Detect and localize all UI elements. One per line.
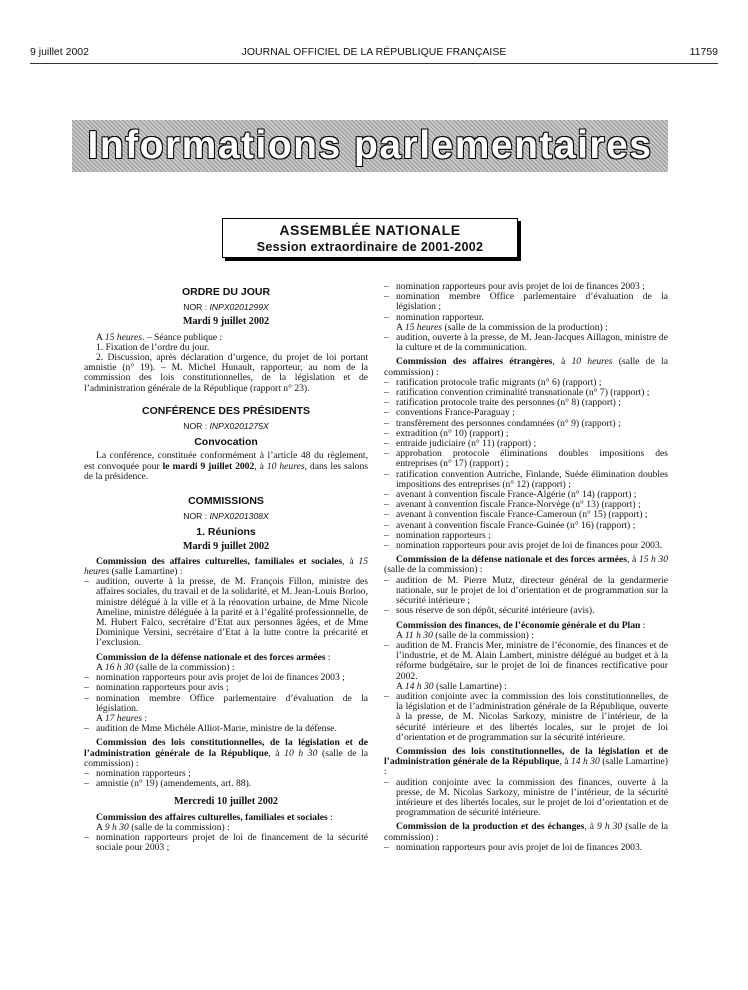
- header-date: 9 juillet 2002: [30, 46, 89, 58]
- commission-1: [84, 557, 368, 577]
- place: (salle de la commission) :: [384, 821, 668, 843]
- list-item: – audition conjointe avec la commission des finances, ouverte à la presse, de M. Nicolas Sarkozy, ministre de l’intérieur, de la sécurité intérieure et des libertés locales, sur le projet de loi d’orientation et de programmation de sécurité intérieure.: [384, 778, 668, 819]
- r1-list-2: [384, 333, 668, 353]
- ordre-title: ORDRE DU JOUR: [181, 286, 271, 298]
- c4-list: [84, 833, 368, 853]
- header-journal: JOURNAL OFFICIEL DE LA RÉPUBLIQUE FRANÇAISE: [241, 46, 507, 58]
- list-item: – ratification protocole traite des personnes (n° 8) (rapport) ;: [384, 398, 668, 408]
- conference-text: [84, 451, 368, 482]
- conf-text-bold: le mardi 9 juillet 2002: [162, 460, 255, 472]
- r2-list: [384, 378, 668, 551]
- conference-nor: [84, 421, 368, 431]
- a-label: A: [396, 680, 403, 692]
- ordre-time: 15 heures: [104, 331, 143, 343]
- sep: , à: [559, 756, 569, 768]
- list-item: – nomination rapporteurs pour avis projet de loi de finances 2003.: [384, 843, 668, 853]
- time: 10 heures: [571, 356, 613, 368]
- commission-r2: [384, 357, 668, 377]
- list-item: – avenant à convention fiscale France-Guinée (n° 16) (rapport) ;: [384, 521, 668, 531]
- place: (salle Lamartine) :: [384, 756, 668, 778]
- list-item: – approbation protocole éliminations doubles impositions des entreprises (n° 17) (rapport) ;: [384, 449, 668, 469]
- list-item: – nomination rapporteurs pour avis projet de loi de finances 2003 ;: [384, 282, 668, 292]
- nor-code: INPX0201299X: [209, 302, 269, 313]
- commission-r3: [384, 555, 668, 575]
- ordre-nor: [84, 302, 368, 312]
- time: 15 heures: [404, 321, 443, 333]
- r4-list: [384, 641, 668, 682]
- list-item: – audition de Mme Michèle Alliot-Marie, ministre de la défense.: [84, 724, 368, 734]
- reunions-title: 1. Réunions: [196, 526, 256, 539]
- list-item: – conventions France-Paraguay ;: [384, 408, 668, 418]
- r4-list-2: [384, 692, 668, 743]
- commission-name: Commission des affaires culturelles, familiales et sociales: [96, 811, 328, 823]
- time: 15 heures: [84, 555, 369, 578]
- time: 14 h 30: [404, 680, 434, 692]
- ordre-seance: A 15 heures. – Séance publique :: [96, 331, 223, 343]
- commission-name: Commission de la production et des échanges: [396, 821, 585, 833]
- ordre-item-1: 1. Fixation de l’ordre du jour.: [96, 341, 210, 353]
- commission-name: Commission de la défense nationale et des forces armées: [396, 554, 627, 566]
- commissions-title: COMMISSIONS: [188, 495, 264, 508]
- nor-label: NOR :: [183, 511, 208, 522]
- date-mercredi: Mercredi 10 juillet 2002: [173, 796, 279, 808]
- nor-code: INPX0201275X: [209, 421, 269, 432]
- ordre-date: Mardi 9 juillet 2002: [182, 316, 270, 328]
- list-item: – nomination rapporteurs pour avis projet de loi de finances 2003 ;: [84, 673, 368, 683]
- conf-text-c: , dans les salons de la présidence.: [84, 460, 368, 482]
- section-banner: [72, 120, 668, 172]
- ordre-seance-text: . – Séance publique :: [142, 331, 223, 343]
- nor-label: NOR :: [183, 302, 208, 313]
- place: (salle Lamartine) :: [436, 680, 507, 692]
- place: (salle de la commission) :: [136, 661, 235, 673]
- time: 17 heures: [104, 712, 143, 724]
- a-label: A: [96, 712, 103, 724]
- left-column: [84, 280, 368, 853]
- r5-list: [384, 778, 668, 819]
- list-item: – amnistie (n° 19) (amendements, art. 88).: [84, 779, 368, 789]
- assembly-session: Session extraordinaire de 2001-2002: [256, 240, 484, 254]
- time: 11 h 30: [404, 629, 433, 641]
- conference-sub: Convocation: [194, 436, 258, 449]
- r6-list: [384, 843, 668, 853]
- place: (salle de la commission) :: [84, 747, 369, 769]
- place: (salle de la commission) :: [384, 564, 483, 576]
- r1-list: [384, 282, 668, 323]
- place: (salle Lamartine) :: [111, 566, 183, 578]
- time: 9 h 30: [104, 821, 129, 833]
- time: 9 h 30: [597, 821, 623, 833]
- list-item: – nomination rapporteurs ;: [84, 769, 368, 779]
- list-item: – nomination rapporteurs pour avis projet de loi de finances pour 2003.: [384, 541, 668, 551]
- time: 15 h 30: [638, 554, 668, 566]
- nor-code: INPX0201308X: [209, 511, 269, 522]
- a-label: A: [96, 821, 103, 833]
- a-label: A: [396, 321, 403, 333]
- assembly-title: ASSEMBLÉE NATIONALE: [279, 222, 461, 238]
- list-item: – entraide judiciaire (n° 11) (rapport) ;: [384, 439, 668, 449]
- commission-name: Commission des lois constitutionnelles, de la législation et de l’administration générale de la République: [384, 745, 668, 768]
- conf-text-a: La conférence, constituée conformément à l’article 48 du règlement, est convoquée pour: [84, 450, 368, 472]
- list-item: – ratification protocole trafic migrants (n° 6) (rapport) ;: [384, 378, 668, 388]
- place: (salle de la commission) :: [131, 821, 230, 833]
- list-item: – sous réserve de son dépôt, sécurité intérieure (avis).: [384, 606, 668, 616]
- commission-name: Commission de la défense nationale et des forces armées: [96, 651, 326, 663]
- a-label: A: [96, 661, 103, 673]
- c1-list: [84, 577, 368, 648]
- list-item: – ratification convention criminalité transnationale (n° 7) (rapport) ;: [384, 388, 668, 398]
- place: (salle de la commission de la production) :: [444, 321, 608, 333]
- sep: :: [327, 811, 333, 823]
- list-item: – nomination rapporteurs projet de loi de financement de la sécurité sociale pour 2003 ;: [84, 833, 368, 853]
- a-label: A: [396, 629, 403, 641]
- right-column: [384, 282, 668, 853]
- c2-list: [84, 673, 368, 714]
- list-item: – avenant à convention fiscale France-Cameroun (n° 15) (rapport) ;: [384, 510, 668, 520]
- conference-title: CONFÉRENCE DES PRÉSIDENTS: [141, 404, 311, 417]
- commissions-nor: [84, 511, 368, 521]
- commission-name: Commission des finances, de l’économie générale et du Plan: [396, 619, 641, 631]
- conf-text-b: , à: [254, 460, 264, 472]
- list-item: – nomination membre Office parlementaire d’évaluation de la législation ;: [384, 292, 668, 312]
- time: 10 h 30: [284, 747, 318, 759]
- c3-list: [84, 769, 368, 789]
- assembly-box: [222, 218, 518, 258]
- list-item: – nomination rapporteurs pour avis ;: [84, 683, 368, 693]
- header-rule: [30, 63, 718, 64]
- header-page-number: 11759: [689, 46, 718, 58]
- list-item: – nomination membre Office parlementaire d’évaluation de la législation.: [84, 694, 368, 714]
- time: 14 h 30: [570, 756, 600, 768]
- list-item: – audition, ouverte à la presse, de M. François Fillon, ministre des affaires sociales, du travail et de la solidarité, et M. Jean-Louis Borloo, ministre délégué à la ville et à la rénovation urbaine, de Mme Nicole Ameline, ministre déléguée à la parité et à l’égalité professionnelle, de M. Hubert Falco, secrétaire d’Etat aux personnes âgées, et de Mme Dominique Versini, secrétaire d’Etat à la lutte contre la précarité et l’exclusion.: [84, 577, 368, 648]
- conf-time: 10 heures: [266, 460, 305, 472]
- list-item: – avenant à convention fiscale France-Norvège (n° 13) (rapport) ;: [384, 500, 668, 510]
- sep: , à: [584, 821, 595, 833]
- sep: , à: [342, 555, 354, 567]
- list-item: – audition de M. Pierre Mutz, directeur général de la gendarmerie nationale, sur le projet de loi d’orientation et de programmation sur la sécurité intérieure ;: [384, 576, 668, 607]
- commission-name: Commission des affaires culturelles, familiales et sociales: [96, 555, 343, 567]
- list-item: – audition, ouverte à la presse, de M. Jean-Jacques Aillagon, ministre de la culture et de la communication.: [384, 333, 668, 353]
- list-item: – transfèrement des personnes condamnées (n° 9) (rapport) ;: [384, 419, 668, 429]
- c2-list-2: [84, 724, 368, 734]
- commission-r6: [384, 822, 668, 842]
- place: (salle de la commission) :: [384, 356, 668, 378]
- date-mardi: Mardi 9 juillet 2002: [182, 540, 270, 552]
- list-item: – avenant à convention fiscale France-Algérie (n° 14) (rapport) ;: [384, 490, 668, 500]
- list-item: – extradition (n° 10) (rapport) ;: [384, 429, 668, 439]
- list-item: – audition conjointe avec la commission des lois constitutionnelles, de la législation et de l’administration générale de la République, ouverte à la presse, de M. Nicolas Sarkozy, ministre de l’intérieur, de la sécurité intérieure et des libertés locales, sur le projet de loi d’orientation et de programmation sur la sécurité intérieure.: [384, 692, 668, 743]
- page-header: [30, 46, 718, 62]
- commission-r5: [384, 747, 668, 778]
- sep: , à: [552, 356, 566, 368]
- sep: :: [142, 712, 148, 724]
- sep: , à: [268, 747, 280, 759]
- list-item: – nomination rapporteur.: [384, 313, 668, 323]
- ordre-item-2: 2. Discussion, après déclaration d’urgence, du projet de loi portant amnistie (n° 19). – M. Michel Hunault, rapporteur, au nom de la commission des lois constitutionnelles, de la législation et de l’administration générale de la République (rapport n° 23).: [84, 352, 368, 394]
- list-item: – audition de M. Francis Mer, ministre de l’économie, des finances et de l’industrie, et de M. Alain Lambert, ministre délégué au budget et à la réforme budgétaire, sur le projet de loi de finances rectificative pour 2002.: [384, 641, 668, 682]
- commission-3: [84, 738, 368, 769]
- list-item: – nomination rapporteurs ;: [384, 531, 668, 541]
- time: 16 h 30: [104, 661, 134, 673]
- sep: , à: [627, 554, 637, 566]
- sep: :: [325, 651, 331, 663]
- list-item: – ratification convention Autriche, Finlande, Suède élimination doubles impositions des entreprises (n° 12) (rapport) ;: [384, 470, 668, 490]
- banner-title: Informations parlementaires: [87, 124, 653, 167]
- r3-list: [384, 576, 668, 617]
- nor-label: NOR :: [183, 421, 208, 432]
- commission-name: Commission des affaires étrangères: [396, 356, 553, 368]
- place: (salle de la commission) :: [435, 629, 534, 641]
- commission-name: Commission des lois constitutionnelles, de la législation et de l’administration générale de la République: [84, 737, 368, 759]
- sep: :: [640, 619, 646, 631]
